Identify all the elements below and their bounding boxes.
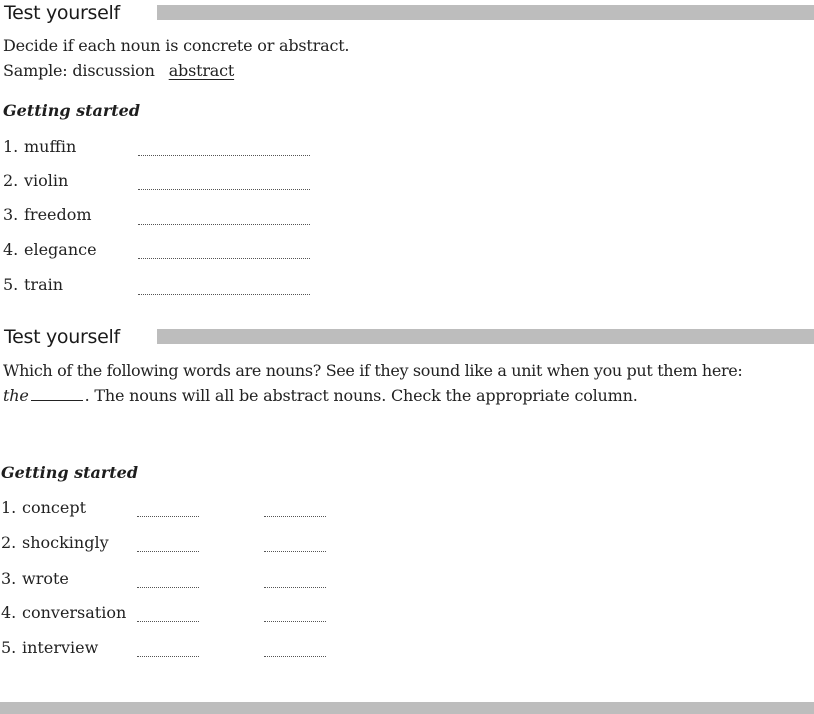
section1-title: Test yourself [4,2,120,24]
section1-header-bar [157,5,814,20]
item-number: 4. [3,240,19,259]
item-word: violin [24,171,69,190]
column2-answer-line[interactable] [264,516,326,517]
section2-item [1,569,69,589]
section2-title: Test yourself [4,326,120,348]
section2-instruction-line1: Which of the following words are nouns? See if they sound like a unit when you put them here: [3,361,743,380]
item-word: shockingly [22,533,109,552]
item-number: 1. [1,498,17,517]
item-word: wrote [22,569,69,588]
sample-label: Sample: discussion [3,61,155,80]
section1-item [3,137,76,157]
bottom-divider-bar [0,702,814,714]
section1-item [3,240,97,260]
answer-line[interactable] [138,294,310,295]
section1-header [4,2,814,24]
item-word: concept [22,498,86,517]
instruction-rest: . The nouns will all be abstract nouns. Check the appropriate column. [84,386,638,405]
item-number: 2. [1,533,17,552]
section1-subheading: Getting started [3,101,141,120]
column1-answer-line[interactable] [137,516,199,517]
section1-item [3,275,63,295]
section2-item [1,533,109,553]
item-word: train [24,275,64,294]
item-number: 3. [1,569,17,588]
section2-item [1,498,86,518]
section1-sample [3,58,234,83]
section2-item [1,638,98,658]
item-word: freedom [24,205,92,224]
section1-item [3,171,68,191]
instruction-the: the [3,386,29,405]
item-number: 5. [3,275,19,294]
column2-answer-line[interactable] [264,587,326,588]
answer-line[interactable] [138,155,310,156]
column2-answer-line[interactable] [264,551,326,552]
item-number: 3. [3,205,19,224]
answer-line[interactable] [138,189,310,190]
item-word: conversation [22,603,127,622]
sample-answer: abstract [168,61,235,80]
column1-answer-line[interactable] [137,551,199,552]
section2-header [4,326,814,348]
fill-in-blank [31,388,83,401]
section2-item [1,603,126,623]
column1-answer-line[interactable] [137,656,199,657]
column1-answer-line[interactable] [137,621,199,622]
column2-answer-line[interactable] [264,656,326,657]
column2-answer-line[interactable] [264,621,326,622]
item-word: muffin [24,137,77,156]
item-word: elegance [24,240,97,259]
item-word: interview [22,638,99,657]
item-number: 2. [3,171,19,190]
answer-line[interactable] [138,258,310,259]
section1-instruction: Decide if each noun is concrete or abstract. [3,36,350,55]
item-number: 1. [3,137,19,156]
answer-line[interactable] [138,224,310,225]
section2-subheading: Getting started [1,463,139,482]
section2-instruction-line2 [3,383,638,408]
item-number: 4. [1,603,17,622]
section2-header-bar [157,329,814,344]
section1-item [3,205,92,225]
column1-answer-line[interactable] [137,587,199,588]
item-number: 5. [1,638,17,657]
